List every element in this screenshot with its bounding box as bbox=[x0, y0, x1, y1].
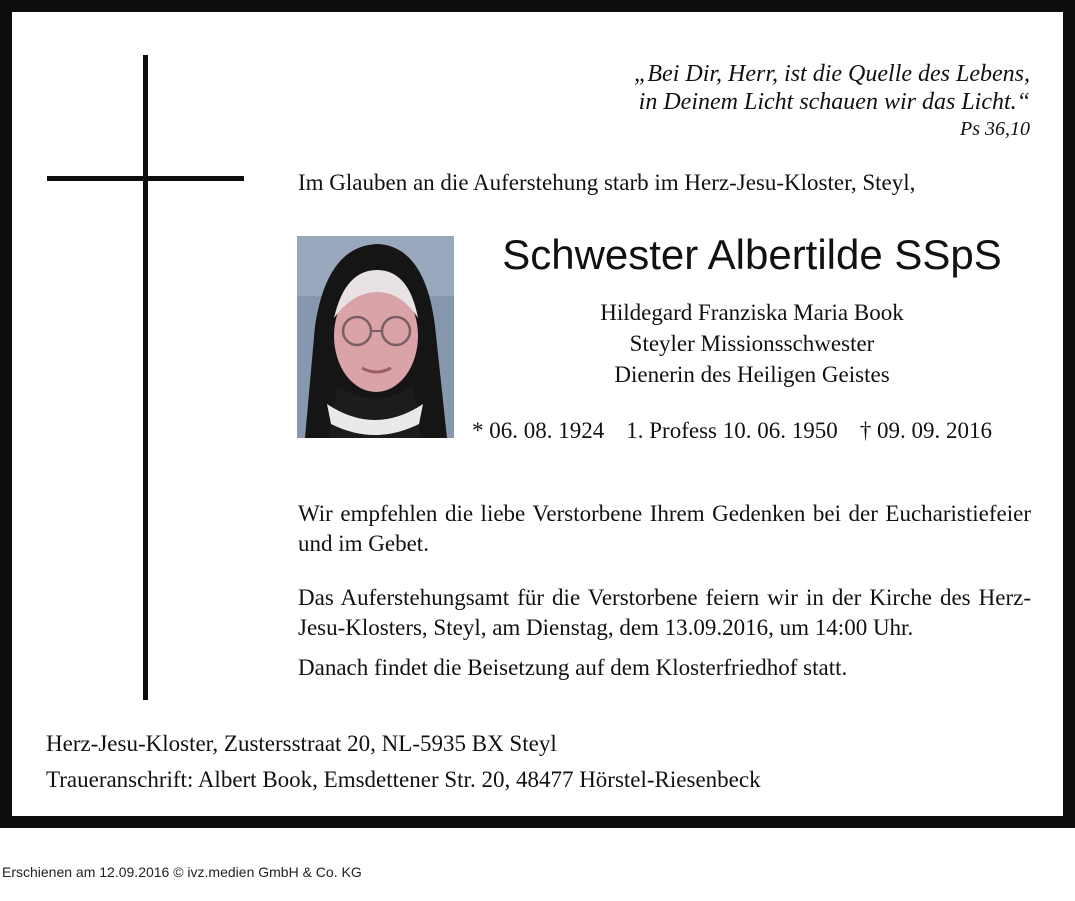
bible-quote bbox=[634, 60, 1030, 142]
cross-icon-bar bbox=[47, 176, 244, 181]
birth-date: * 06. 08. 1924 bbox=[472, 418, 605, 443]
quote-reference: Ps 36,10 bbox=[960, 118, 1030, 140]
deceased-details bbox=[460, 297, 1044, 390]
deceased-name: Schwester Albertilde SSpS bbox=[502, 231, 1002, 278]
quote-line-1: „Bei Dir, Herr, ist die Quelle des Lebens, bbox=[634, 61, 1030, 87]
profess-date: 1. Profess 10. 06. 1950 bbox=[626, 418, 838, 443]
cross-icon bbox=[143, 55, 148, 700]
death-date: † 09. 09. 2016 bbox=[859, 418, 992, 443]
convent-address: Herz-Jesu-Kloster, Zustersstraat 20, NL-5935 BX Steyl bbox=[46, 731, 557, 756]
order-affiliation: Steyler Missionsschwester bbox=[629, 331, 875, 356]
publication-footer: Erschienen am 12.09.2016 © ivz.medien GmbH & Co. KG bbox=[2, 864, 362, 880]
body-paragraph-3: Danach findet die Beisetzung auf dem Klosterfriedhof statt. bbox=[298, 655, 848, 680]
congregation: Dienerin des Heiligen Geistes bbox=[614, 362, 890, 387]
body-paragraph-2: Das Auferstehungsamt für die Verstorbene feiern wir in der Kirche des Herz-Jesu-Klosters, Steyl, am Dienstag, dem 13.09.2016, um 14:00 Uhr. bbox=[298, 585, 1031, 640]
quote-line-2: in Deinem Licht schauen wir das Licht.“ bbox=[638, 89, 1030, 115]
civil-name: Hildegard Franziska Maria Book bbox=[600, 300, 904, 325]
intro-text: Im Glauben an die Auferstehung starb im Herz-Jesu-Kloster, Steyl, bbox=[298, 170, 916, 195]
mourning-address: Traueranschrift: Albert Book, Emsdettener Str. 20, 48477 Hörstel-Riesenbeck bbox=[46, 767, 761, 792]
body-paragraph-1: Wir empfehlen die liebe Verstorbene Ihrem Gedenken bei der Eucharistiefeier und im Gebet. bbox=[298, 501, 1031, 556]
portrait-photo bbox=[297, 236, 454, 438]
life-dates bbox=[472, 416, 992, 446]
